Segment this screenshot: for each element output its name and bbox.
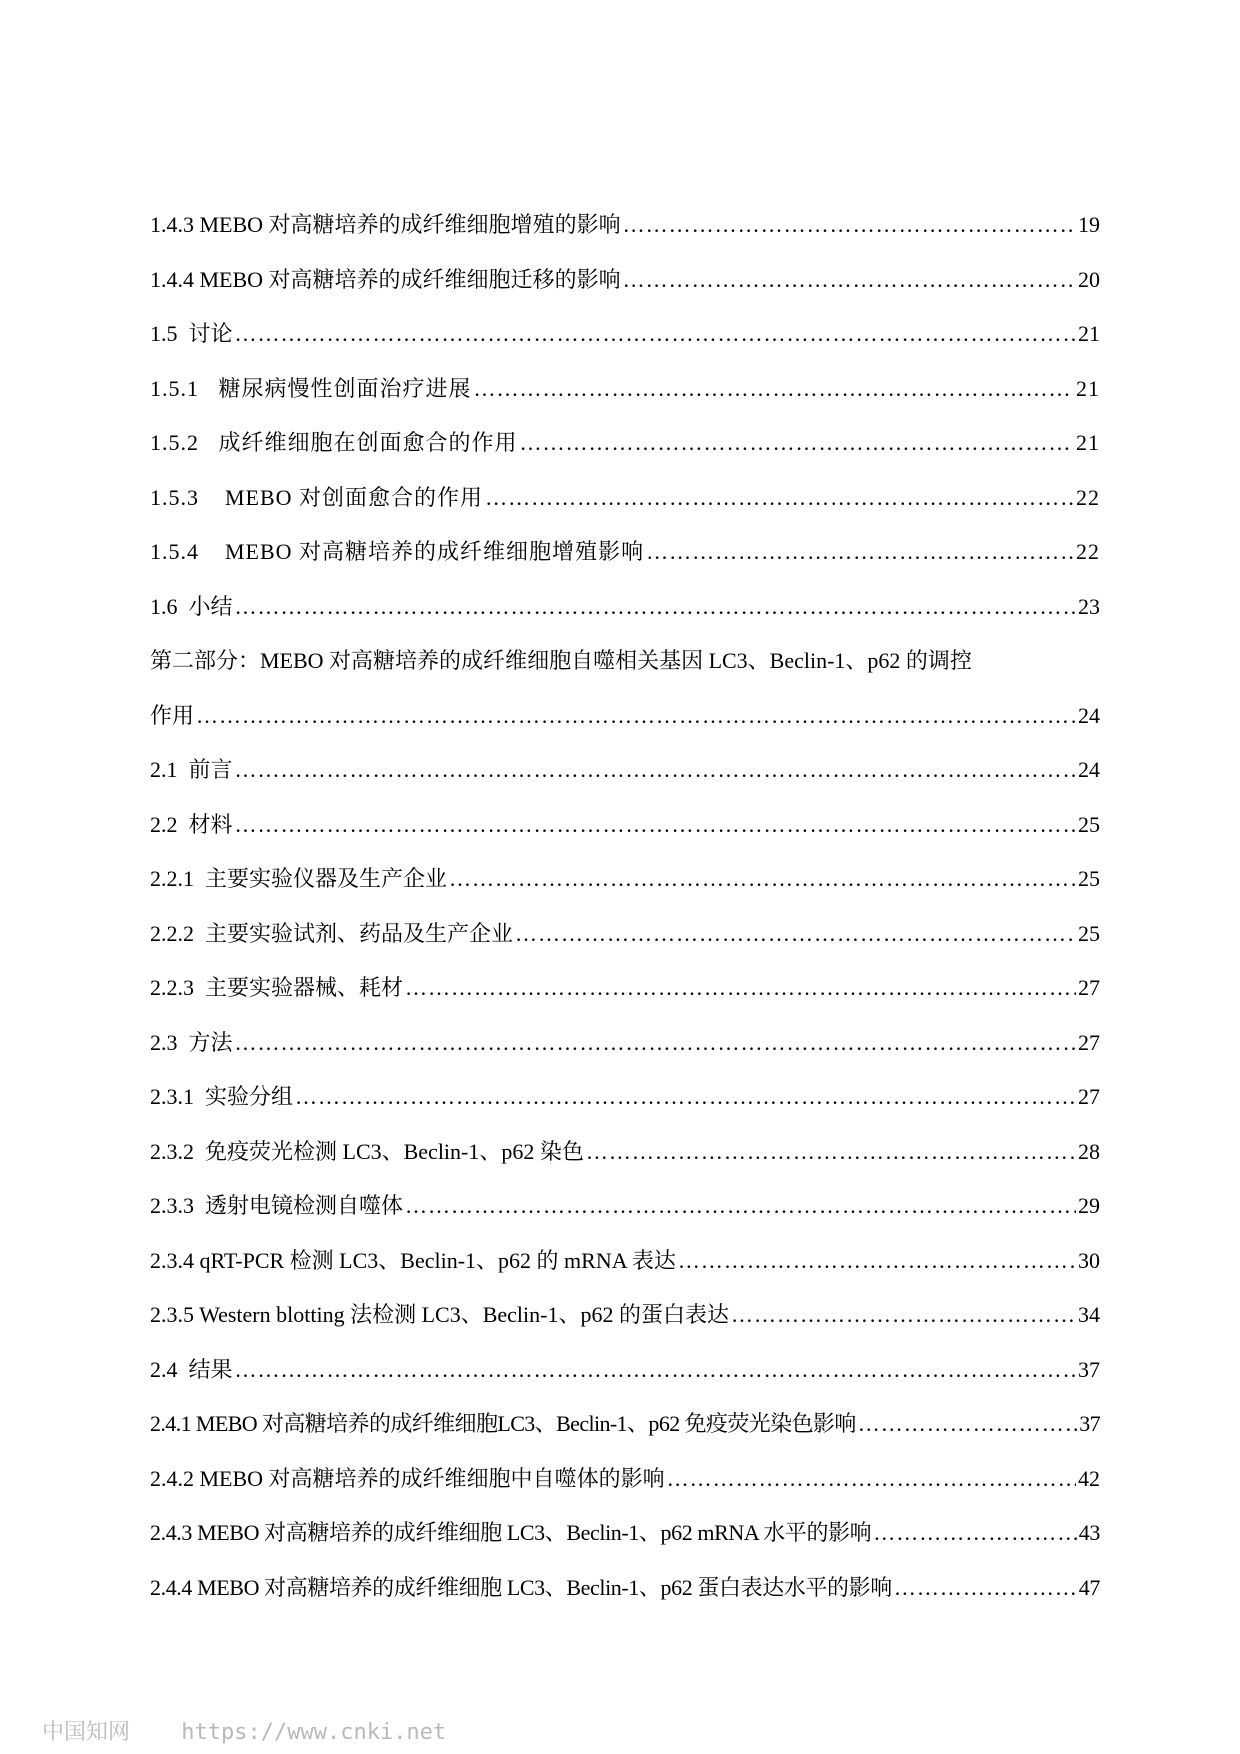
toc-leader bbox=[235, 755, 1076, 785]
toc-leader bbox=[520, 428, 1074, 458]
toc-leader bbox=[235, 1355, 1076, 1385]
toc-leader bbox=[405, 973, 1076, 1003]
toc-entry-page: 25 bbox=[1078, 920, 1100, 946]
toc-leader bbox=[873, 1518, 1077, 1548]
toc-entry-title: 2.3.1 实验分组 bbox=[150, 1084, 294, 1109]
toc-entry-page: 27 bbox=[1078, 975, 1100, 1000]
toc-entry bbox=[150, 1082, 1100, 1137]
toc-leader bbox=[623, 265, 1076, 295]
toc-entry-page: 42 bbox=[1078, 1465, 1100, 1491]
toc-entry-title: 2.1 前言 bbox=[150, 757, 233, 782]
toc-leader bbox=[235, 592, 1076, 622]
toc-entry-page: 27 bbox=[1078, 1084, 1100, 1109]
toc-entry-page: 30 bbox=[1078, 1247, 1100, 1273]
toc-entry-title: 2.3.3 透射电镜检测自噬体 bbox=[150, 1193, 404, 1218]
toc-entry bbox=[150, 592, 1100, 647]
toc-entry-page: 25 bbox=[1078, 811, 1100, 837]
toc-entry-page: 34 bbox=[1078, 1302, 1100, 1327]
toc-entry-page: 25 bbox=[1078, 866, 1100, 891]
cnki-watermark bbox=[42, 1715, 446, 1746]
toc-entry bbox=[150, 973, 1100, 1028]
toc-entry bbox=[150, 1355, 1100, 1410]
toc-entry-title: 1.5.2 成纤维细胞在创面愈合的作用 bbox=[150, 430, 518, 455]
toc-entry-title: 1.5.3 MEBO 对创面愈合的作用 bbox=[150, 484, 484, 510]
toc-entry bbox=[150, 1300, 1100, 1355]
toc-entry-page: 37 bbox=[1078, 1356, 1100, 1382]
toc-leader bbox=[586, 1137, 1076, 1167]
toc-entry-page: 29 bbox=[1078, 1193, 1100, 1218]
toc-entry bbox=[150, 1246, 1100, 1301]
toc-entry-title: 1.4.3 MEBO 对高糖培养的成纤维细胞增殖的影响 bbox=[150, 212, 621, 237]
toc-entry bbox=[150, 701, 1100, 756]
toc-entry bbox=[150, 265, 1100, 320]
toc-leader bbox=[515, 919, 1076, 949]
toc-entry-page: 37 bbox=[1079, 1411, 1100, 1436]
toc-entry bbox=[150, 755, 1100, 810]
toc-entry bbox=[150, 374, 1100, 429]
toc-entry-title: 1.5 讨论 bbox=[150, 321, 233, 346]
toc-entry bbox=[150, 428, 1100, 483]
toc-entry-page: 43 bbox=[1078, 1520, 1100, 1545]
toc-entry-title: 2.3.2 免疫荧光检测 LC3、Beclin-1、p62 染色 bbox=[150, 1138, 584, 1164]
toc-entry-title: 2.2.1 主要实验仪器及生产企业 bbox=[150, 866, 448, 891]
toc-leader bbox=[235, 810, 1076, 840]
toc-entry-page: 24 bbox=[1078, 702, 1100, 728]
toc-entry-page: 24 bbox=[1078, 757, 1100, 782]
toc-leader bbox=[449, 864, 1076, 894]
toc-entry bbox=[150, 319, 1100, 374]
toc-leader bbox=[894, 1573, 1077, 1603]
toc-part-heading: 第二部分：MEBO 对高糖培养的成纤维细胞自噬相关基因 LC3、Beclin-1、p62 的调控 bbox=[150, 648, 972, 673]
toc-entry bbox=[150, 1409, 1100, 1464]
toc-entry-page: 22 bbox=[1076, 539, 1100, 564]
toc-entry-title: 2.3.4 qRT-PCR 检测 LC3、Beclin-1、p62 的 mRNA 表达 bbox=[150, 1247, 676, 1273]
toc-entry-page: 23 bbox=[1078, 593, 1100, 619]
toc-entry-page: 20 bbox=[1078, 266, 1100, 292]
toc-entry-title: 1.6 小结 bbox=[150, 593, 233, 619]
toc-entry-title: 1.5.4 MEBO 对高糖培养的成纤维细胞增殖影响 bbox=[150, 539, 645, 564]
toc-leader bbox=[235, 319, 1076, 349]
toc-leader bbox=[235, 1028, 1076, 1058]
toc-entry bbox=[150, 1573, 1100, 1628]
toc-entry-title: 2.3.5 Western blotting 法检测 LC3、Beclin-1、p62 的蛋白表达 bbox=[150, 1302, 729, 1327]
cnki-url: https://www.cnki.net bbox=[181, 1720, 447, 1745]
table-of-contents bbox=[150, 210, 1100, 1627]
toc-entry-title: 2.4.3 MEBO 对高糖培养的成纤维细胞 LC3、Beclin-1、p62 mRNA 水平的影响 bbox=[150, 1520, 872, 1545]
toc-entry-page: 21 bbox=[1076, 430, 1100, 455]
toc-entry-title: 1.4.4 MEBO 对高糖培养的成纤维细胞迁移的影响 bbox=[150, 266, 621, 292]
toc-entry-title: 2.4.1 MEBO 对高糖培养的成纤维细胞LC3、Beclin-1、p62 免疫荧光染色影响 bbox=[150, 1411, 856, 1436]
toc-entry-title: 2.3 方法 bbox=[150, 1029, 233, 1055]
toc-entry-page: 22 bbox=[1076, 484, 1100, 510]
toc-entry bbox=[150, 810, 1100, 865]
toc-entry-title: 2.2.2 主要实验试剂、药品及生产企业 bbox=[150, 920, 514, 946]
toc-entry-page: 19 bbox=[1078, 212, 1100, 237]
toc-entry-title: 2.2.3 主要实验器械、耗材 bbox=[150, 975, 404, 1000]
toc-entry-page: 28 bbox=[1078, 1138, 1100, 1164]
toc-entry bbox=[150, 919, 1100, 974]
toc-leader bbox=[678, 1246, 1076, 1276]
toc-leader bbox=[405, 1191, 1076, 1221]
toc-entry-title: 2.4.4 MEBO 对高糖培养的成纤维细胞 LC3、Beclin-1、p62 蛋白表达水平的影响 bbox=[150, 1574, 892, 1600]
toc-entry bbox=[150, 537, 1100, 592]
toc-entry-page: 47 bbox=[1078, 1574, 1100, 1600]
toc-entry bbox=[150, 864, 1100, 919]
cnki-brand: 中国知网 bbox=[42, 1720, 131, 1745]
toc-entry bbox=[150, 1137, 1100, 1192]
toc-leader bbox=[295, 1082, 1076, 1112]
toc-leader bbox=[485, 483, 1074, 513]
toc-leader bbox=[474, 374, 1074, 404]
toc-entry-page: 27 bbox=[1078, 1029, 1100, 1055]
toc-entry bbox=[150, 210, 1100, 265]
toc-entry-page: 21 bbox=[1076, 375, 1100, 401]
toc-entry-page: 21 bbox=[1078, 321, 1100, 346]
toc-entry bbox=[150, 1464, 1100, 1519]
toc-entry bbox=[150, 483, 1100, 538]
toc-entry bbox=[150, 1191, 1100, 1246]
toc-entry-title: 1.5.1 糖尿病慢性创面治疗进展 bbox=[150, 375, 472, 401]
toc-leader bbox=[858, 1409, 1077, 1439]
toc-leader bbox=[196, 701, 1076, 731]
toc-entry-title: 2.4 结果 bbox=[150, 1356, 233, 1382]
toc-leader bbox=[646, 537, 1074, 567]
toc-entry-title: 2.4.2 MEBO 对高糖培养的成纤维细胞中自噬体的影响 bbox=[150, 1465, 665, 1491]
toc-leader bbox=[731, 1300, 1076, 1330]
toc-entry bbox=[150, 1028, 1100, 1083]
toc-entry-title: 2.2 材料 bbox=[150, 811, 233, 837]
toc-entry bbox=[150, 1518, 1100, 1573]
toc-leader bbox=[667, 1464, 1076, 1494]
toc-entry-title: 作用 bbox=[150, 702, 195, 728]
toc-leader bbox=[623, 210, 1076, 240]
